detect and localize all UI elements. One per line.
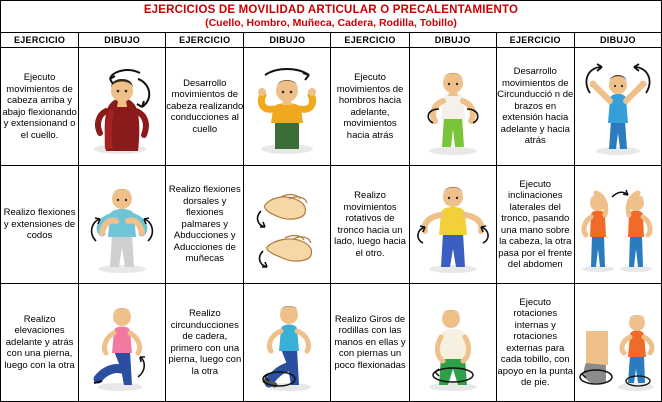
figure-arm-circumduction (574, 48, 661, 166)
header-ejercicio-3: EJERCICIO (331, 33, 409, 48)
figure-trunk-rotation (409, 166, 496, 284)
figure-neck-flexion-extension (79, 48, 166, 166)
exercise-text: Ejecuto movimientos de hombros hacia adelante, movimientos hacia atrás (331, 48, 409, 166)
header-ejercicio-4: EJERCICIO (496, 33, 574, 48)
exercise-text: Realizo Giros de rodillas con las manos en ellas y con piernas un poco flexionadas (331, 284, 409, 402)
exercise-text: Ejecuto inclinaciones laterales del tronco, pasando una mano sobre la cabeza, la otra pasa por el frente del abdomen (496, 166, 574, 284)
exercise-text: Ejecuto rotaciones internas y rotaciones externas para cada tobillo, con apoyo en la punta de pie. (496, 284, 574, 402)
table-row (1, 166, 662, 284)
figure-shoulder-forward-back (409, 48, 496, 166)
exercise-text: Desarrollo movimientos de cabeza realizando conducciones al cuello (166, 48, 244, 166)
header-ejercicio-1: EJERCICIO (1, 33, 79, 48)
exercise-text: Desarrollo movimientos de Circunducció n de brazos en extensión hacia adelante y hacia atrás (496, 48, 574, 166)
figure-knee-circles (409, 284, 496, 402)
figure-leg-raise-front-back (79, 284, 166, 402)
page-title (1, 1, 662, 33)
title-line-1: EJERCICIOS DE MOVILIDAD ARTICULAR O PRECALENTAMIENTO (143, 3, 519, 16)
exercise-text: Realizo flexiones dorsales y flexiones palmares y Abducciones y Aducciones de muñecas (166, 166, 244, 284)
exercise-text: Realizo circunducciones de cadera, primero con una pierna, luego con la otra (166, 284, 244, 402)
exercise-text: Realizo elevaciones adelante y atrás con una pierna, luego con la otra (1, 284, 79, 402)
table-row (1, 48, 662, 166)
figure-ankle-rotation (574, 284, 661, 402)
table-row (1, 284, 662, 402)
header-ejercicio-2: EJERCICIO (166, 33, 244, 48)
figure-hip-circumduction (244, 284, 331, 402)
title-row (1, 1, 662, 33)
figure-wrist-flexion (244, 166, 331, 284)
header-row (1, 33, 662, 48)
exercise-text: Realizo flexiones y extensiones de codos (1, 166, 79, 284)
exercise-text: Ejecuto movimientos de cabeza arriba y abajo flexionando y extensionand o el cuello. (1, 48, 79, 166)
title-line-2: (Cuello, Hombro, Muñeca, Cadera, Rodilla, Tobillo) (205, 16, 457, 29)
header-dibujo-2: DIBUJO (244, 33, 331, 48)
figure-neck-rotation (244, 48, 331, 166)
header-dibujo-3: DIBUJO (409, 33, 496, 48)
exercise-text: Realizo movimientos rotativos de tronco hacia un lado, luego hacia el otro. (331, 166, 409, 284)
header-dibujo-1: DIBUJO (79, 33, 166, 48)
header-dibujo-4: DIBUJO (574, 33, 661, 48)
figure-elbow-flexion-extension (79, 166, 166, 284)
figure-lateral-trunk-bend (574, 166, 661, 284)
